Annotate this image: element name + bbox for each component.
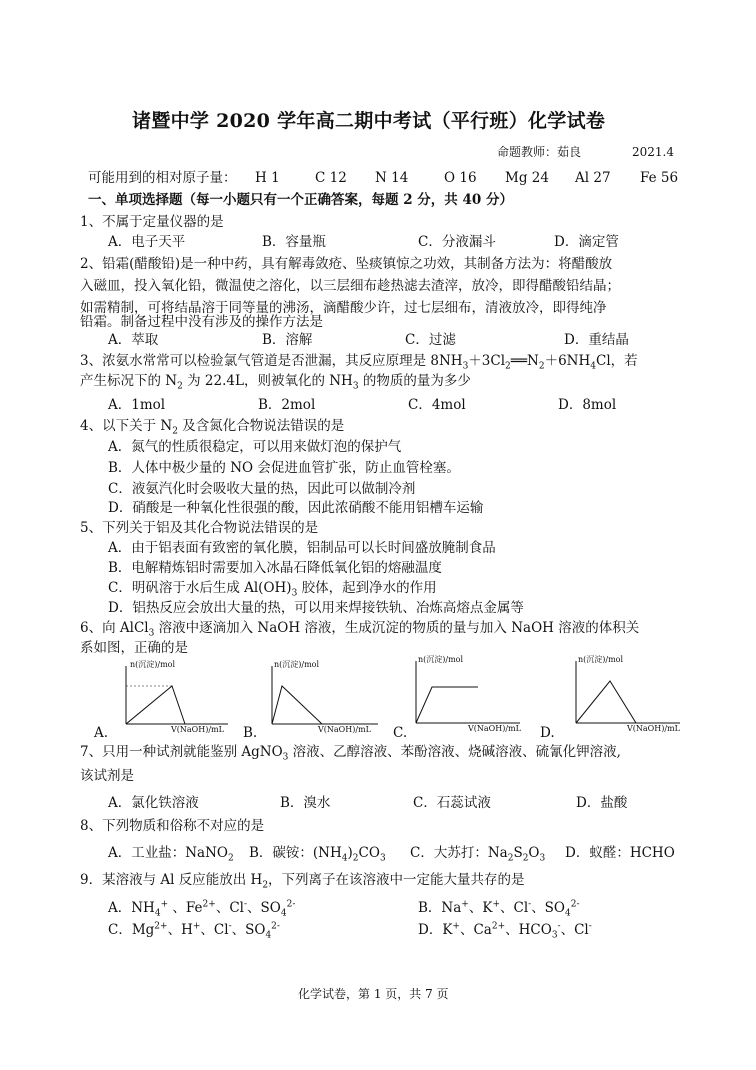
q7-option-b: B．溴水 [280, 795, 331, 811]
q7-option-a: A．氯化铁溶液 [108, 795, 199, 811]
section-heading: 一、单项选择题（每一小题只有一个正确答案，每题 2 分，共 40 分） [88, 192, 513, 208]
q8-stem: 8、下列物质和俗称不对应的是 [80, 818, 265, 834]
graph-d-y-label: n(沉淀)/mol [578, 655, 624, 664]
q6-graph-c [406, 653, 541, 733]
q5-stem: 5、下列关于铝及其化合物说法错误的是 [80, 520, 319, 536]
q2-option-d: D．重结晶 [564, 332, 629, 348]
page-footer: 化学试卷，第 1 页，共 7 页 [298, 987, 449, 1001]
q2-line-1: 2、铅霜(醋酸铅)是一种中药，具有解毒敛疮、坠痰镇惊之功效，其制备方法为：将醋酸放 [80, 256, 613, 272]
q5-option-b: B．电解精炼铝时需要加入冰晶石降低氧化铝的熔融温度 [108, 560, 442, 576]
q7-option-d: D．盐酸 [576, 795, 628, 811]
q1-option-a: A．电子天平 [108, 234, 186, 250]
q3-line-2: 产生标况下的 $N_2$ 为 22.4L，则被氧化的 $NH_3$ 的物质的量为多少 [80, 373, 471, 392]
q6-line-2: 系如图，正确的是 [80, 640, 188, 656]
exam-date: 2021.4 [632, 145, 674, 159]
graph-b-x-label: V(NaOH)/mL [318, 725, 371, 734]
graph-c-x-label: V(NaOH)/mL [468, 724, 521, 733]
atomic-mass-h: H 1 [255, 170, 280, 186]
q2-line-3: 如需精制，可将结晶溶于同等量的沸汤，滴醋酸少许，过七层细布，清液放冷，即得纯净 [80, 300, 607, 316]
q6-option-c-letter: C. [393, 725, 408, 741]
q9-option-b: B．Na+、K+、Cl-、$SO_4^{2-}$ [418, 899, 580, 919]
atomic-mass-fe: Fe 56 [640, 170, 679, 186]
exam-title: 诸暨中学 2020 学年高二期中考试（平行班）化学试卷 [132, 110, 606, 132]
q4-option-c: C．液氨汽化时会吸收大量的热，因此可以做制冷剂 [108, 481, 416, 497]
q5-option-d: D．铝热反应会放出大量的热，可以用来焊接铁轨、冶炼高熔点金属等 [108, 600, 524, 616]
q2-option-c: C．过滤 [405, 332, 456, 348]
q6-line-1: 6、向 AlCl$_3$ 溶液中逐滴加入 NaOH 溶液，生成沉淀的物质的量与加入 NaOH 溶液的体积关 [80, 620, 640, 639]
q2-line-2: 入磁皿，投入氧化铅，微温使之溶化，以三层细布趁热滤去渣滓，放冷，即得醋酸铅结晶； [80, 278, 620, 294]
atomic-mass-mg: Mg 24 [505, 170, 549, 186]
atomic-mass-c: C 12 [315, 170, 347, 186]
q6-graph-d [560, 653, 695, 733]
q8-option-a: A．工业盐：NaNO$_2$ [108, 845, 234, 864]
q1-stem: 1、不属于定量仪器的是 [80, 214, 224, 230]
graph-c-y-label: n(沉淀)/mol [418, 655, 464, 664]
q3-option-b: B．2mol [258, 397, 316, 413]
q3-option-d: D．8mol [558, 397, 617, 413]
q4-option-b: B．人体中极少量的 NO 会促进血管扩张，防止血管栓塞。 [108, 460, 460, 476]
q7-option-c: C．石蕊试液 [413, 795, 491, 811]
q6-option-a-letter: A. [94, 725, 109, 741]
q2-option-a: A．萃取 [108, 332, 159, 348]
q7-line-2: 该试剂是 [80, 768, 134, 784]
q1-option-c: C．分液漏斗 [418, 234, 496, 250]
graph-d-x-label: V(NaOH)/mL [627, 724, 680, 733]
q5-option-a: A．由于铝表面有致密的氧化膜，铝制品可以长时间盛放腌制食品 [108, 540, 496, 556]
graph-b-y-label: n(沉淀)/mol [274, 660, 320, 669]
q5-option-c: C．明矾溶于水后生成 $Al(OH)_3$ 胶体，起到净水的作用 [108, 580, 437, 599]
q8-option-d: D．蚁醛：HCHO [565, 845, 675, 861]
atomic-mass-al: Al 27 [575, 170, 611, 186]
graph-a-x-label: V(NaOH)/mL [171, 725, 224, 734]
atomic-mass-label: 可能用到的相对原子量： [88, 170, 237, 186]
q3-option-c: C．4mol [408, 397, 466, 413]
q9-option-a: A．$NH_4^+$ 、$Fe^{2+}$、Cl-、$SO_4^{2-}$ [108, 899, 296, 919]
q4-stem: 4、以下关于 $N_2$ 及含氮化合物说法错误的是 [80, 418, 345, 437]
q6-graph-b [260, 658, 395, 734]
q9-option-c: C．$Mg^{2+}$、H+、Cl-、$SO_4^{2-}$ [108, 921, 280, 941]
q3-option-a: A．1mol [108, 397, 166, 413]
q8-option-c: C．大苏打：$Na_2S_2O_3$ [410, 845, 546, 864]
q2-option-b: B．溶解 [262, 332, 313, 348]
q3-line-1: 3、浓氨水常常可以检验氯气管道是否泄漏，其反应原理是 $8NH_3+3Cl_2══N_2+6NH_4Cl$，若 [80, 353, 638, 372]
atomic-mass-n: N 14 [375, 170, 409, 186]
q6-option-d-letter: D. [540, 725, 555, 741]
atomic-mass-o: O 16 [444, 170, 477, 186]
q4-option-d: D．硝酸是一种氧化性很强的酸，因此浓硝酸不能用铝槽车运输 [108, 500, 484, 516]
q1-option-b: B．容量瓶 [262, 234, 326, 250]
q9-option-d: D．K+、$Ca^{2+}$、$HCO_3^-$、Cl- [418, 921, 592, 941]
q1-option-d: D．滴定管 [554, 234, 619, 250]
q7-line-1: 7、只用一种试剂就能鉴别 AgNO$_3$ 溶液、乙醇溶液、苯酚溶液、烧碱溶液、硫氰化钾溶液, [80, 744, 621, 763]
q9-stem: 9．某溶液与 Al 反应能放出 $H_2$，下列离子在该溶液中一定能大量共存的是 [80, 872, 525, 891]
q8-option-b: B．碳铵：$(NH_4)_2CO_3$ [249, 845, 386, 864]
q6-graph-a [100, 658, 235, 734]
exam-author: 命题教师：茹良 [497, 145, 582, 159]
q4-option-a: A．氮气的性质很稳定，可以用来做灯泡的保护气 [108, 439, 402, 455]
graph-a-y-label: n(沉淀)/mol [130, 660, 176, 669]
q6-option-b-letter: B. [243, 725, 258, 741]
q2-line-4: 铅霜。制备过程中没有涉及的操作方法是 [80, 314, 323, 330]
